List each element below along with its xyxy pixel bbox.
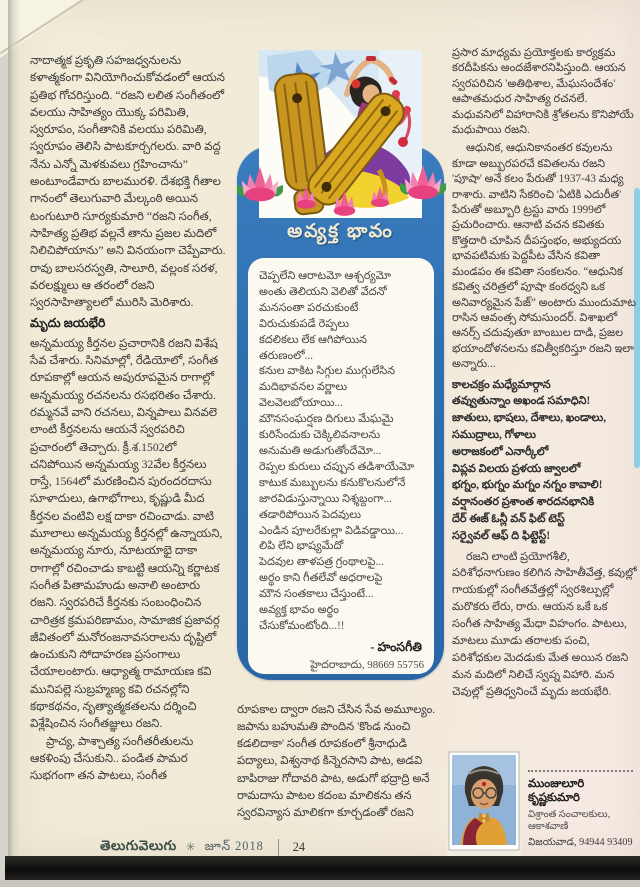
lotus-icon: [366, 184, 394, 209]
page-number: 24: [292, 839, 306, 854]
author-name: ముంజులూరి కృష్ణకుమారి: [528, 777, 585, 804]
poem-line: అవ్యక్త భావం అర్థం: [259, 604, 339, 617]
quoted-poem-line: వర్షానంతర ప్రశాంత శారదనభానికి: [452, 496, 595, 509]
lotus-icon: [400, 161, 446, 203]
author-role: విశ్రాంత సంచాలకులు, ఆకాశవాణి: [528, 809, 611, 832]
center-paragraph: రూపకాల ద్వారా రజని చేసిన సేవ అమూల్యం. జపాను బహుమతి పొందిన 'కొండ నుంచి కడలిదాకా' సంగీత రూపకంలో శ్రీనాధుడి పద్యాలు, విశ్వనాథ కిన్నెరసాని పాట, అడవి బాపిరాజు గోదావరి పాట, అడుగో భద్రాద్రి అనే రామదాసు పాటల కదంబ మాలికను తన స్వరవిన్యాస మాలికగా కూర్చడంతో రజని: [237, 703, 436, 820]
poem-title: అవ్యక్త భావం: [287, 221, 394, 242]
quoted-poem-line: భగ్నం, భుగ్నం మగ్నం నగ్నం కావాలి!: [452, 479, 603, 492]
dotted-divider: [528, 770, 633, 772]
poem-line: లిపి లేని భాష్యమేదో: [259, 540, 344, 553]
right-column: [452, 46, 637, 701]
quoted-poem-line: సముద్రాలు, గోళాలు: [452, 428, 537, 441]
left-paragraph-2: అన్నమయ్య కీర్తనల ప్రచారానికి రజని విశేష సేవ చేశారు. సినిమాల్లో, రేడియోలో, సంగీత రూపకాల్లో ఆయన అపురూపమైన రాగాల్లో అన్నమయ్య రచనలను రసభరితం చేశారు. రమ్మనవే వాని రచనలు, విన్నపాలు వినవలె లాంటి కీర్తనలను ఆయనే స్వరపరిచి ప్రచారంలో తెచ్చారు. క్రీ.శ.1502లో చనిపోయిన అన్నమయ్య 32వేల కీర్తనలు రాస్తే, 1564లో మరణించిన పురందరదాసు సూళాదులు, ఉగాభోగాలు, కృష్ణుడి మీద కీర్తనల వంటివి లక్ష దాకా రచించాడు. వాటి మూలాలు అన్నమయ్య కీర్తనల్లో ఉన్నాయని, అన్నమయ్య నూరు, నూటయాభై దాకా రాగాల్లో రచించాడు కాబట్టి ఆయన్ని కర్ణాటక సంగీత పితామహుడు అనాలి అంటారు రజని. స్వరపరిచే కీర్తనకు సంబంధించిన చారిత్రక క్రమపరిణామం, సామాజిక ప్రజావర్గ జీవితంలో మనోరంజనావసరాలను దృష్టిలో ఉంచుకుని సోదాహరణ ప్రసంగాలు చేయాలంటారు. ఆధ్యాత్మ రామాయణ కవి మునిపల్లె సుబ్రహ్మణ్య కవి రచనల్లోని కథాకథనం, నృత్యాత్మకతలను దర్శించి విశ్లేషించిన సంగీతజ్ఞులు రజని.: [30, 336, 223, 731]
left-paragraph-1: నాదాత్మక ప్రకృతి సహజధ్వనులను కళాత్మకంగా వినియోగించుకోవడంలో ఆయన ప్రతిభ గోచరిస్తుంది. “రజని లలిత సంగీతంలో వలయు సాహిత్యం యొక్క పరిమితి, స్వరూపం, సంగీతానికి వలయు పరిమితి, స్వరూపం తెలిసి పాటకూర్చగలరు. వారి వద్ద నేను ఎన్నో మెళకువలు గ్రహించాను” అంటూండేవారు బాలమురళి. దేశభక్తి గీతాల గానంలో తెలుగువారి మేల్కంఠి అయిన టంగుటూరి సూర్యకుమారి “రజని సంగీత, సాహిత్య ప్రతిభ వల్లనే తాను ప్రజల మదిలో నిలిచిపోయాను” అని వినయంగా చెప్పేవారు. రావు బాలసరస్వతి, సాలూరి, వల్లంక సరళ, వరలక్ష్ములు ఆ తరంలో రజని స్వరసాహిత్యాలలో మురిసి మెరిశారు.: [30, 54, 226, 310]
quoted-poem-lines: [452, 377, 637, 545]
quoted-poem-line: జాతులు, భాషలు, దేశాలు, ఖండాలు,: [452, 412, 606, 425]
right-paragraph-1: ప్రసార మాధ్యమ ప్రయోక్తలకు కార్యక్రమ కరదీపికను అందజేశారనిపిస్తుంది. ఆయన స్వరపరిచిన 'అతిథిశాల, మేఘసందేశం' ఆపాతమధుర సాహిత్య రచనలే. మధువనిలో విహారానికి శ్రోతలను కొనిపోయే మధుపాయి రజని.: [452, 47, 634, 137]
author-photo-svg: [447, 750, 521, 856]
right-paragraph-3: రజని లాంటి ప్రయోగశీలి, పరిశోధనాగుణం కలిగిన సాహితీవేత్త, కవుల్లో గాయకుల్లో సంగీతవేత్తల్లో స్వరశిల్పుల్లో మరొకరు లేరు, రారు. ఆయన ఒకే ఒక సంగీత సాహిత్య మేధా విహంగం. పాటలు, మాటలు మూడు తరాలకు పంచి, పరిశోధకుల మెదడుకు మేత అయిన రజని మన మదిలో నిలిచే స్వప్న విహారి. మన చెవుల్లో ప్రతిధ్వనించే మృదు జయభేరి.: [452, 550, 637, 698]
poem-line: అంతు తెలియని వెలితో వేదనో: [259, 285, 387, 298]
poem-line: మదిభావనల వర్ణాలు: [259, 381, 348, 394]
right-paragraph-2: ఆధునిక, ఆధునికానంతర కవులను కూడా అబ్బురపరచే కవితలను రజని 'పూషా' అనే కలం పేరుతో 1937-43 మధ్య రాశారు. వాటిని సేకరించి 'ఏటికి ఎదురీత' పేరుతో అబ్బూరి ట్రస్టు వారు 1999లో ప్రచురించారు. ఆనాటి వచన కవితకు కొత్తదారి చూపిన దీపస్తంభం, అభ్యుదయ భావపటిమకు పెద్దపీట వేసిన కవితా మండపం ఈ కవితా సంకలనం. “ఆధునిక కవిత్వ చరిత్రలో పూషా కంఠధ్వని ఒక అనివార్యమైన పేజ్” అంటారు ముందుమాట రాసిన ఆవంత్స సోమసుందర్. విశాఖలో ఆనర్స్ చదువుతూ బాంబుల దాడి, ప్రజల భయాందోళనలను కవిత్వీకరిస్తూ రజని ఇలా అన్నారు...: [452, 142, 637, 371]
issue-date: జూన్ 2018: [204, 838, 264, 853]
poem-author: - హంసగీతి: [370, 639, 422, 654]
left-column: [30, 52, 227, 784]
poem-line: మౌన సంతకాలు చేస్తుంటే...: [259, 588, 374, 601]
quoted-poem-line: కాలచక్రం మధ్యేమార్గాన: [452, 378, 551, 391]
spine-shadow: [8, 0, 20, 857]
page-footer: [100, 837, 305, 857]
lotus-icon: [328, 189, 361, 218]
author-photo: [447, 750, 521, 856]
flower-asterisk-icon: ✳: [185, 839, 196, 854]
quoted-poem-line: తవ్వుతున్నాం అఖండ సమాధిని!: [452, 395, 591, 408]
scan-bottom-edge: [0, 880, 640, 887]
quoted-poem-line: దేర్ ఈజ్ ఓన్లీ వన్ ఫిట్ టెస్ట్: [452, 512, 565, 525]
lotus-icon: [237, 163, 283, 205]
quoted-poem-line: విప్లవ విలయ ప్రళయ జ్వాలలో: [452, 462, 581, 475]
poem-line: పెదవుల తాళపత్ర గ్రంథాలపై...: [259, 556, 384, 569]
poem-line: రెప్పల కురులు చప్పున తడిశాయేమో: [259, 460, 415, 473]
poem-lines: [248, 258, 434, 635]
poem-line: చేసుకోమంటోంది...!!: [259, 619, 345, 632]
section-heading: మృదు జయభేరి: [30, 316, 106, 331]
author-credit-block: [528, 770, 636, 850]
poem-line: విరుచుకుపడే రెప్పలు: [259, 317, 350, 330]
poem-line: మౌనసంఘర్షణ దిగులు మేఘమై: [259, 413, 394, 426]
quoted-poem-line: సర్వైవల్ ఆఫ్ ది ఫిట్టెస్ట్!: [452, 529, 551, 542]
footer-divider: [278, 839, 279, 856]
left-paragraph-3: ప్రాచ్య, పాశ్చాత్య సంగీతరీతులను ఆకళింపు చేసుకుని.. పండిత పామర సుభగంగా తన పాటలు, సంగీత: [30, 734, 194, 783]
poem-line: కురిసేందుకు చెక్కిలివనాలను: [259, 429, 381, 442]
magazine-name: తెలుగువెలుగు: [100, 837, 177, 853]
poem-line: జారవిడుస్తున్నాయి నిశ్శబ్దంగా...: [259, 492, 392, 505]
lotus-icon: [291, 184, 321, 211]
poem-line: అర్థం కాని గీతలేవో అధరాలపై: [259, 572, 383, 585]
poem-line: తరుణంలో...: [259, 349, 314, 362]
poem-line: కనుల వాకిట సిగ్గుల ముగ్గులేసిన: [259, 365, 396, 378]
poem-line: కదలికలు లేక ఆగిపోయిన: [259, 333, 368, 346]
poem-line: వెలవెలబోయాయి...: [259, 397, 343, 410]
poem-line: కాటుక మబ్బులను కనుకొలనులోనే: [259, 476, 406, 489]
poem-author-contact: హైదరాబాదు, 98669 55756: [310, 658, 424, 671]
poem-line: ఎండిన పూలరేకుల్లా విడివడ్డాయి...: [259, 524, 404, 537]
poem-line: అనుమతి అడుగుతోందేమో...: [259, 444, 382, 457]
poem-line: చెప్పలేని ఆరాటమో ఆశ్చర్యమో: [259, 270, 392, 282]
poem-line: తడారిపోయిన పెదవులు: [259, 508, 361, 521]
quoted-poem-line: అరాజకంలో ఎనార్కీలో: [452, 445, 549, 458]
author-contact: విజయవాడ, 94944 93409: [528, 837, 633, 848]
scan-bottom-band: [5, 856, 640, 880]
poem-box: [248, 258, 434, 674]
poem-line: మనసంతా పరచుకుంటే: [259, 301, 359, 314]
